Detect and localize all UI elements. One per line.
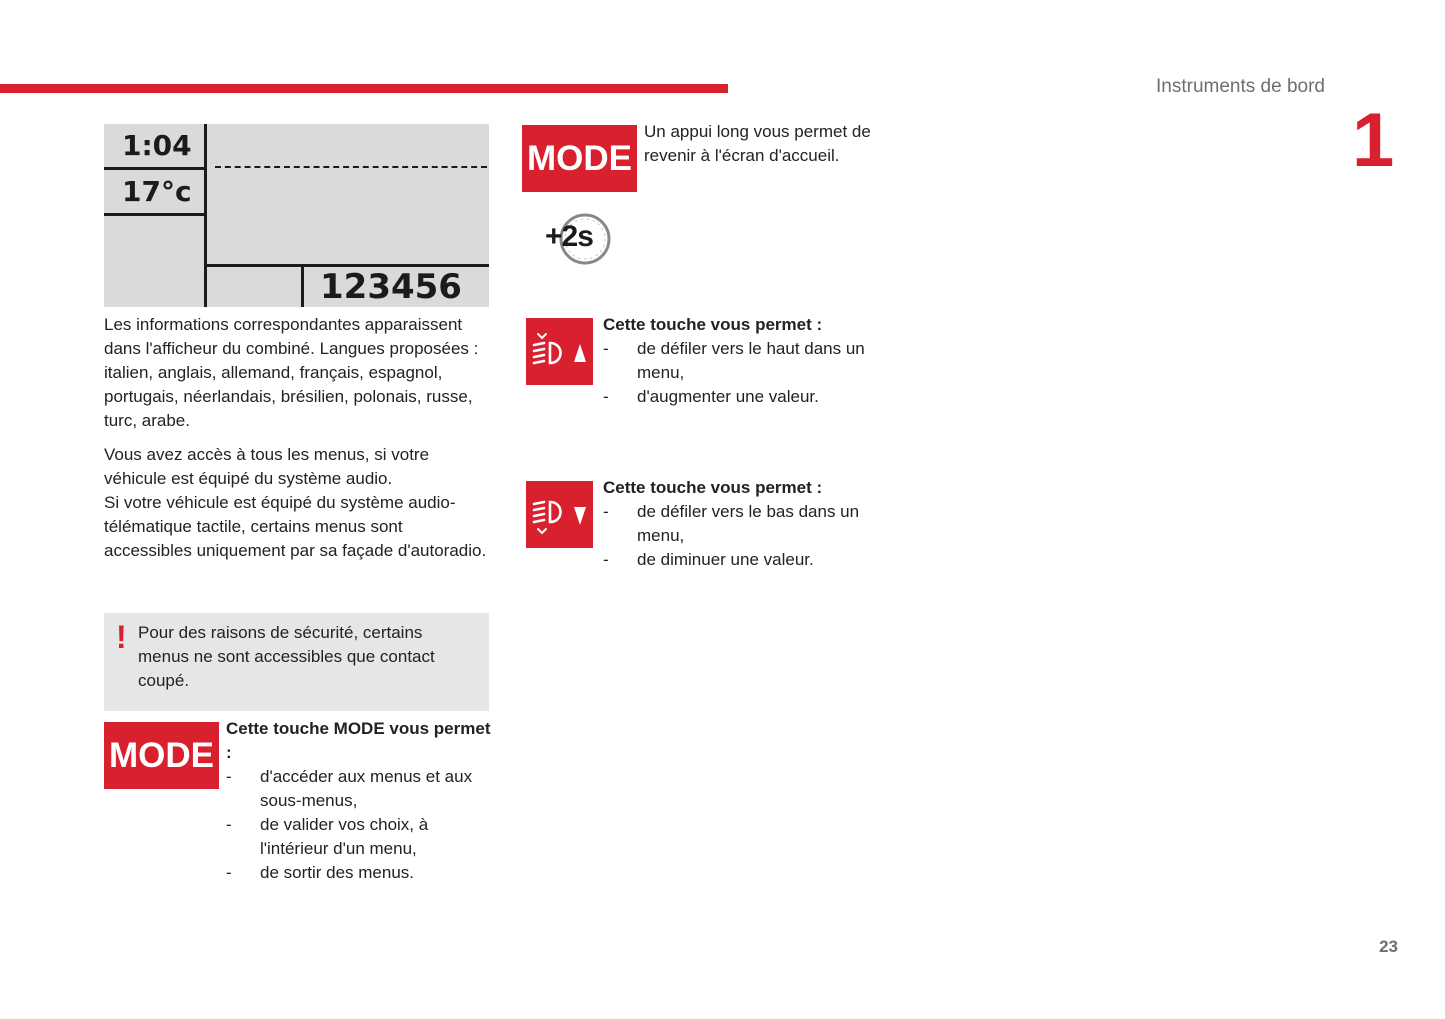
- scroll-down-button[interactable]: [526, 481, 593, 548]
- mode-block: [226, 717, 491, 885]
- up-block: [603, 313, 893, 409]
- list-item: - de défiler vers le haut dans un menu,: [603, 339, 865, 382]
- scroll-up-button[interactable]: [526, 318, 593, 385]
- list-item: - de valider vos choix, à l'intérieur d'un menu,: [226, 815, 429, 858]
- mode-block-title: Cette touche MODE vous permet :: [226, 719, 491, 762]
- list-item: - d'accéder aux menus et aux sous-menus,: [226, 767, 473, 810]
- intro-text: [104, 313, 494, 563]
- header-accent-bar: [0, 84, 728, 93]
- section-title: Instruments de bord: [1156, 76, 1325, 97]
- intro-paragraph-2a: Vous avez accès à tous les menus, si votre véhicule est équipé du système audio.: [104, 445, 430, 488]
- warning-text: Pour des raisons de sécurité, certains menus ne sont accessibles que contact coupé.: [138, 623, 435, 690]
- mode-long-text: Un appui long vous permet de revenir à l'écran d'accueil.: [644, 122, 871, 165]
- list-item: - de diminuer une valeur.: [603, 550, 814, 569]
- instrument-display: [104, 124, 489, 307]
- headlamp-down-icon: [530, 493, 590, 537]
- up-block-title: Cette touche vous permet :: [603, 315, 823, 334]
- headlamp-up-icon: [530, 330, 590, 374]
- list-item: - de défiler vers le bas dans un menu,: [603, 502, 860, 545]
- mode-long-button[interactable]: MODE: [522, 125, 637, 192]
- list-item: - d'augmenter une valeur.: [603, 387, 819, 406]
- list-item: - de sortir des menus.: [226, 863, 415, 882]
- display-temperature: 17°c: [122, 175, 192, 208]
- display-odometer: 123456: [320, 267, 462, 307]
- timer-label: +2s: [545, 220, 593, 253]
- down-block-title: Cette touche vous permet :: [603, 478, 823, 497]
- warning-box: [104, 613, 489, 711]
- timer-2s-icon: [545, 212, 613, 266]
- intro-paragraph-2b: Si votre véhicule est équipé du système audio-télématique tactile, certains menus sont accessibles uniquement par sa façade d'autoradio.: [104, 493, 487, 560]
- chapter-number: 1: [1352, 98, 1395, 183]
- mode-button[interactable]: MODE: [104, 722, 219, 789]
- exclamation-icon: !: [116, 619, 127, 655]
- down-block: [603, 476, 893, 572]
- display-time: 1:04: [122, 129, 192, 162]
- page-number: 23: [1379, 937, 1398, 956]
- intro-paragraph-1: Les informations correspondantes apparaissent dans l'afficheur du combiné. Langues proposées : italien, anglais, allemand, français, espagnol, portugais, néerlandais, brésilien, polonais, russe, turc, arabe.: [104, 315, 479, 430]
